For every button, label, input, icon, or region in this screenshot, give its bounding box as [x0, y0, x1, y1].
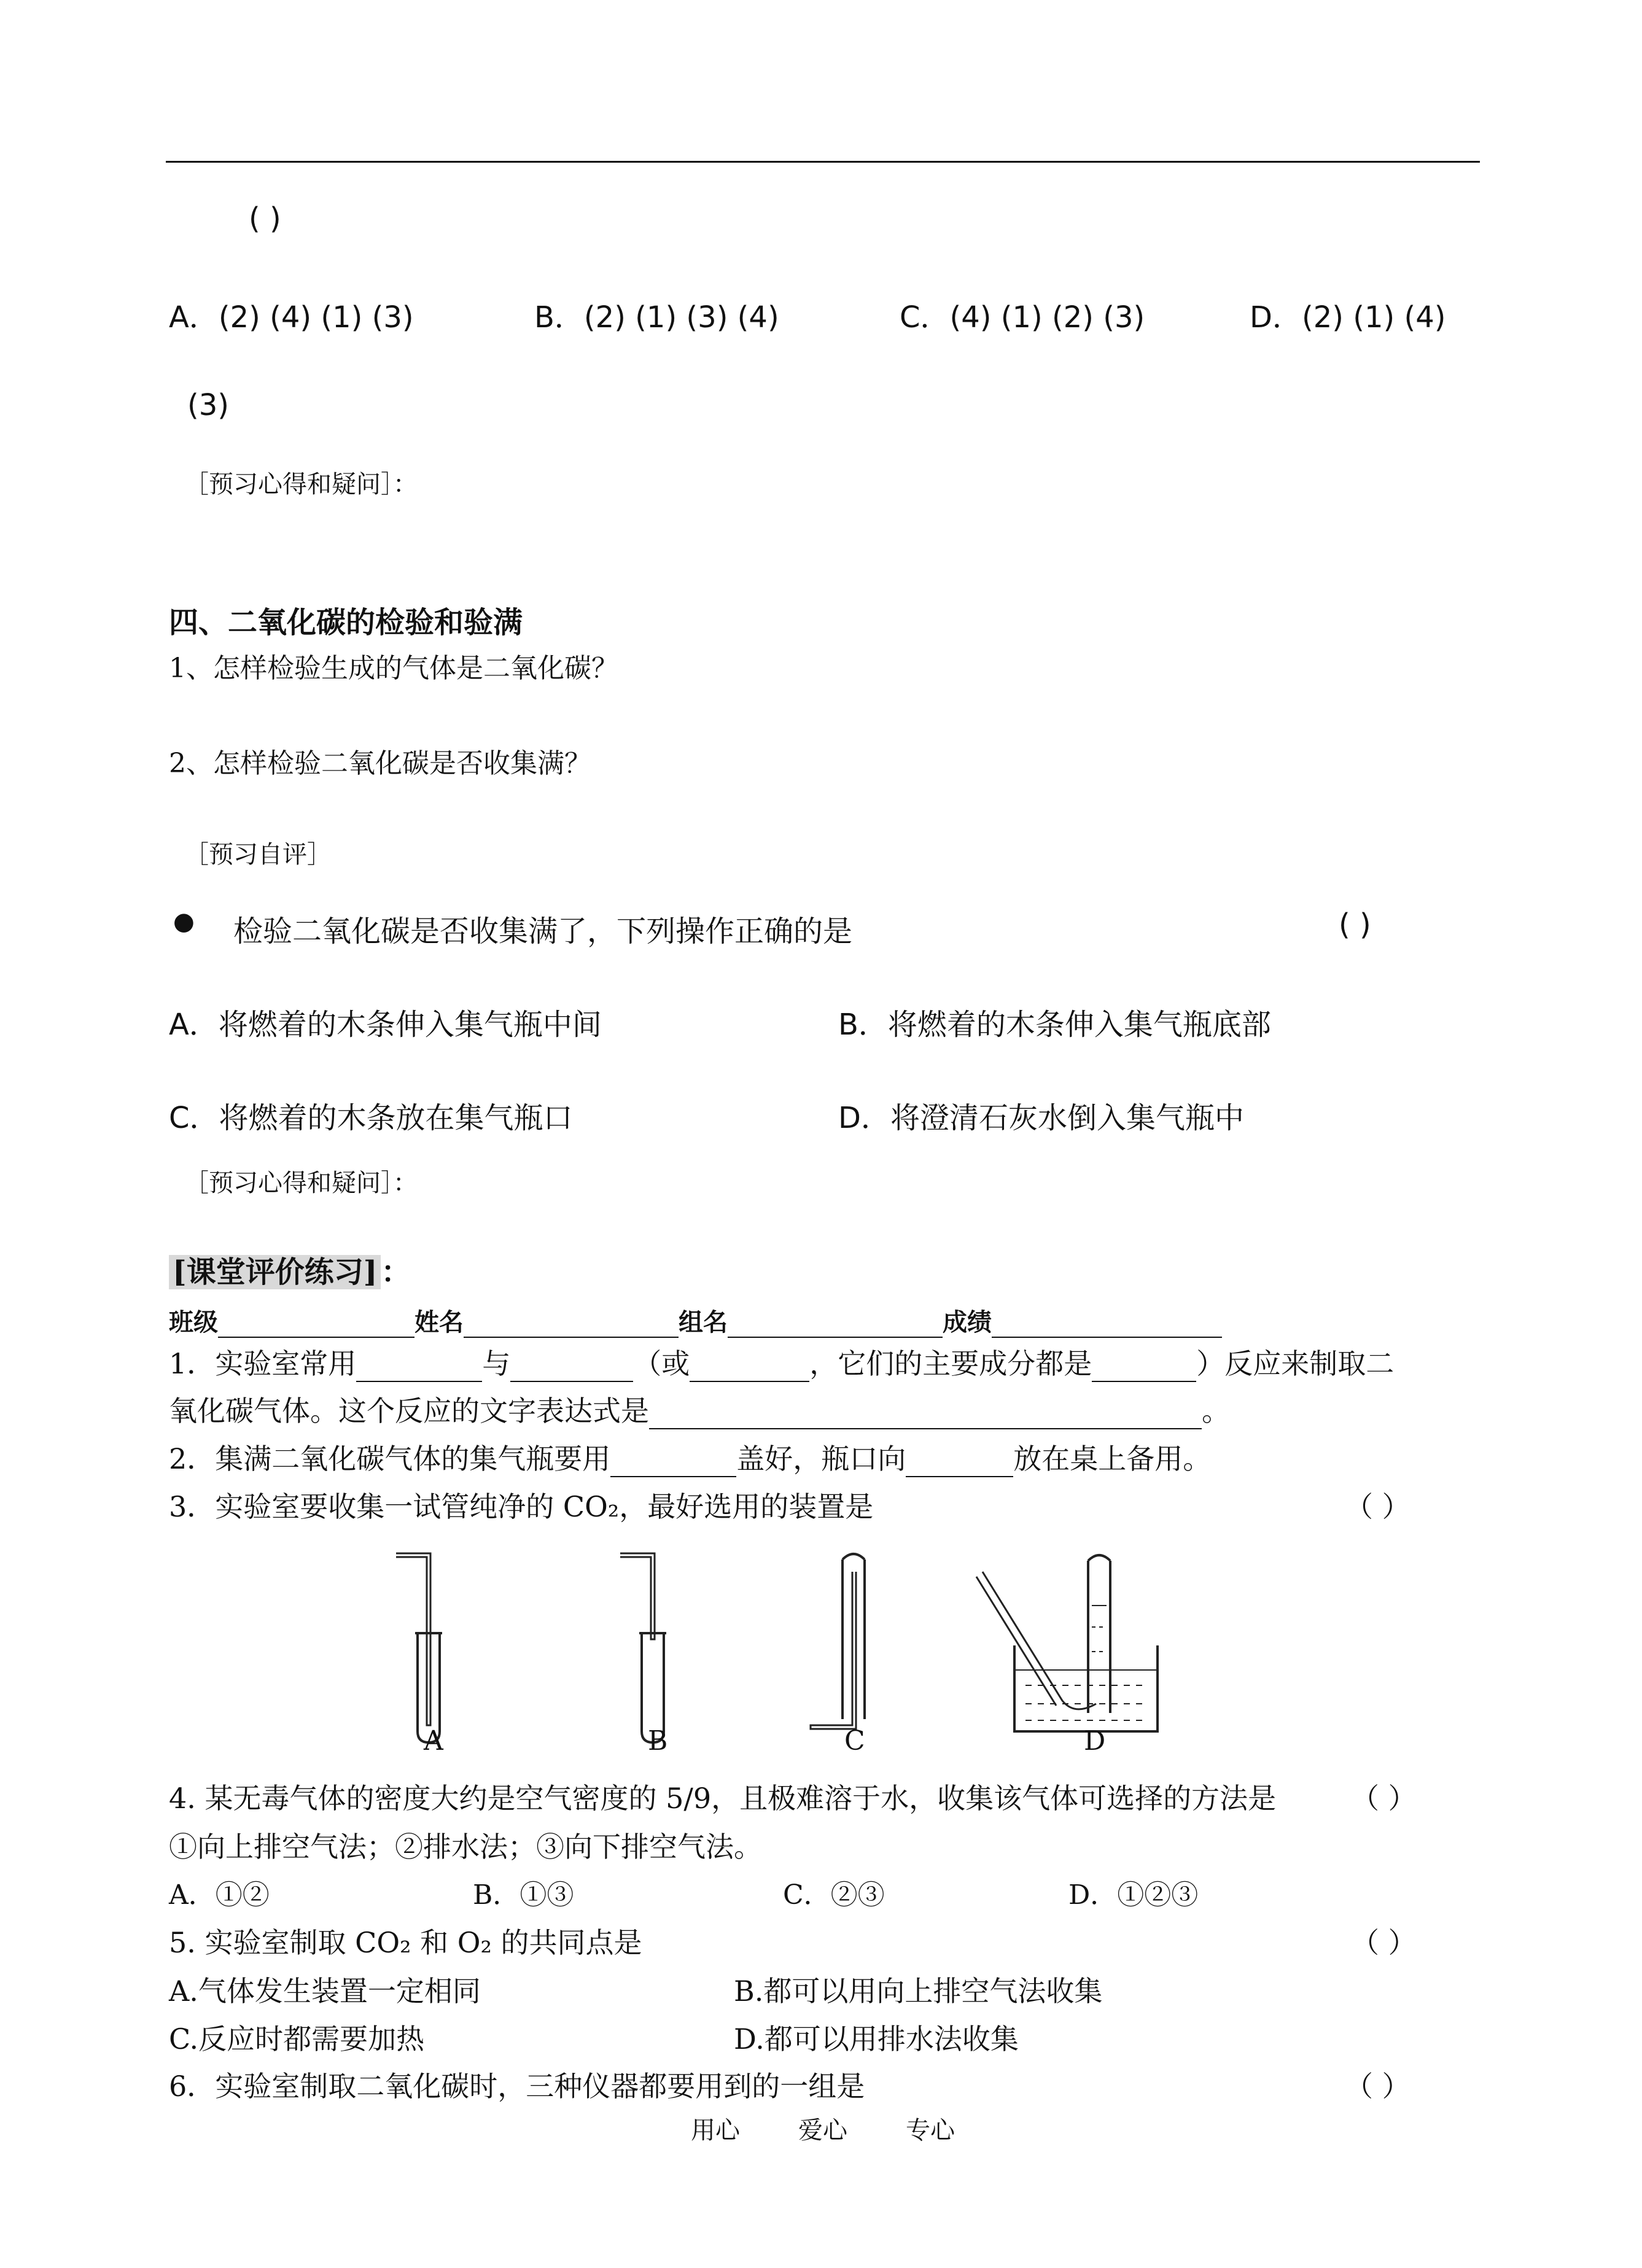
q4-paren: （ ）: [1351, 1782, 1417, 1815]
footer-text-3: 专心: [906, 2116, 955, 2145]
practice-q2: [169, 1437, 1211, 1477]
q5-option-c: C.反应时都需要加热: [169, 2022, 425, 2056]
group-label: 组名: [679, 1308, 728, 1337]
practice-q1-line2: [169, 1389, 1230, 1429]
score-label: 成绩: [943, 1308, 992, 1337]
section-title: 四、二氧化碳的检验和验满: [169, 605, 523, 640]
fig-label-a: A: [424, 1725, 443, 1757]
option-a: A．(2) (4) (1) (3): [169, 300, 414, 335]
q5-option-a: A.气体发生装置一定相同: [169, 1975, 481, 2008]
q1-blank-3[interactable]: [690, 1354, 809, 1382]
self-eval-heading: ［预习自评］: [184, 841, 332, 869]
score-field[interactable]: [992, 1310, 1222, 1338]
q2-blank-1[interactable]: [610, 1449, 736, 1477]
q2-text-c: 放在桌上备用。: [1013, 1442, 1212, 1475]
option-c: C．(4) (1) (2) (3): [900, 300, 1145, 335]
notes-heading-1: ［预习心得和疑问］：: [184, 470, 418, 499]
answer-paren: ( ): [249, 201, 281, 236]
check-paren: ( ): [1339, 907, 1371, 942]
q6-paren: （ ）: [1345, 2070, 1410, 2103]
header-rule: [166, 161, 1480, 163]
name-label: 姓名: [414, 1308, 464, 1337]
practice-title-colon: ：: [381, 1255, 411, 1289]
info-row: [169, 1303, 1222, 1338]
check-option-a: A．将燃着的木条伸入集气瓶中间: [169, 1008, 602, 1042]
practice-q1: [169, 1342, 1394, 1382]
q4-option-c: C．②③: [783, 1879, 885, 1911]
practice-q5: 5. 实验室制取 CO₂ 和 O₂ 的共同点是: [169, 1926, 642, 1959]
apparatus-d: [976, 1555, 1158, 1731]
q1-text-b: 与: [482, 1347, 511, 1380]
option-d: D．(2) (1) (4): [1250, 300, 1446, 335]
bullet-icon: ●: [173, 907, 195, 936]
section-question-2: 2、怎样检验二氧化碳是否收集满？: [169, 748, 591, 779]
q1-line2-text: 氧化碳气体。这个反应的文字表达式是: [169, 1394, 649, 1427]
option-d-continued: (3): [187, 388, 229, 422]
q4-option-d: D．①②③: [1068, 1879, 1199, 1911]
check-option-c: C．将燃着的木条放在集气瓶口: [169, 1101, 573, 1135]
apparatus-a: [396, 1553, 442, 1742]
q1-end: 。: [1202, 1394, 1230, 1427]
apparatus-figure: [368, 1547, 1228, 1756]
q5-option-b: B.都可以用向上排空气法收集: [734, 1975, 1103, 2008]
q1-blank-4[interactable]: [1092, 1354, 1196, 1382]
q1-blank-2[interactable]: [510, 1354, 633, 1382]
q1-text-d: ，它们的主要成分都是: [809, 1347, 1092, 1380]
practice-title-text: [课堂评价练习]: [169, 1255, 381, 1289]
fig-label-d: D: [1084, 1725, 1106, 1757]
q2-text-b: 盖好，瓶口向: [736, 1442, 906, 1475]
q1-blank-1[interactable]: [356, 1354, 482, 1382]
practice-q4: 4. 某无毒气体的密度大约是空气密度的 5/9，且极难溶于水，收集该气体可选择的方法是: [169, 1782, 1277, 1815]
q5-paren: （ ）: [1351, 1926, 1417, 1959]
option-b: B．(2) (1) (3) (4): [534, 300, 779, 335]
check-question: 检验二氧化碳是否收集满了，下列操作正确的是: [233, 914, 853, 949]
q4-option-a: A．①②: [169, 1879, 270, 1911]
fig-label-b: B: [648, 1725, 668, 1757]
class-field[interactable]: [218, 1310, 414, 1338]
apparatus-c: [811, 1554, 865, 1729]
name-field[interactable]: [464, 1310, 679, 1338]
q1-text-e: ）反应来制取二: [1196, 1347, 1395, 1380]
q4-option-b: B．①③: [473, 1879, 574, 1911]
group-field[interactable]: [728, 1310, 943, 1338]
q1-text-a: 1．实验室常用: [169, 1347, 357, 1380]
fig-label-c: C: [844, 1725, 865, 1757]
class-label: 班级: [169, 1308, 218, 1337]
q4-methods: ①向上排空气法；②排水法；③向下排空气法。: [169, 1830, 762, 1863]
q1-text-c: （或: [633, 1347, 690, 1380]
section-question-1: 1、怎样检验生成的气体是二氧化碳？: [169, 653, 618, 684]
footer-text-2: 爱心: [798, 2116, 847, 2145]
practice-title: [169, 1248, 410, 1291]
q2-blank-2[interactable]: [906, 1449, 1013, 1477]
practice-q3: 3．实验室要收集一试管纯净的 CO₂，最好选用的装置是: [169, 1490, 874, 1523]
practice-q6: 6．实验室制取二氧化碳时，三种仪器都要用到的一组是: [169, 2070, 865, 2103]
q5-option-d: D.都可以用排水法收集: [734, 2022, 1019, 2056]
apparatus-b: [620, 1553, 666, 1742]
notes-heading-2: ［预习心得和疑问］：: [184, 1169, 418, 1197]
footer-text-1: 用心: [691, 2116, 740, 2145]
q3-paren: （ ）: [1345, 1490, 1410, 1523]
q1-blank-5[interactable]: [649, 1401, 1202, 1429]
q2-text-a: 2．集满二氧化碳气体的集气瓶要用: [169, 1442, 611, 1475]
check-option-d: D．将澄清石灰水倒入集气瓶中: [838, 1101, 1244, 1135]
check-option-b: B．将燃着的木条伸入集气瓶底部: [838, 1008, 1271, 1042]
